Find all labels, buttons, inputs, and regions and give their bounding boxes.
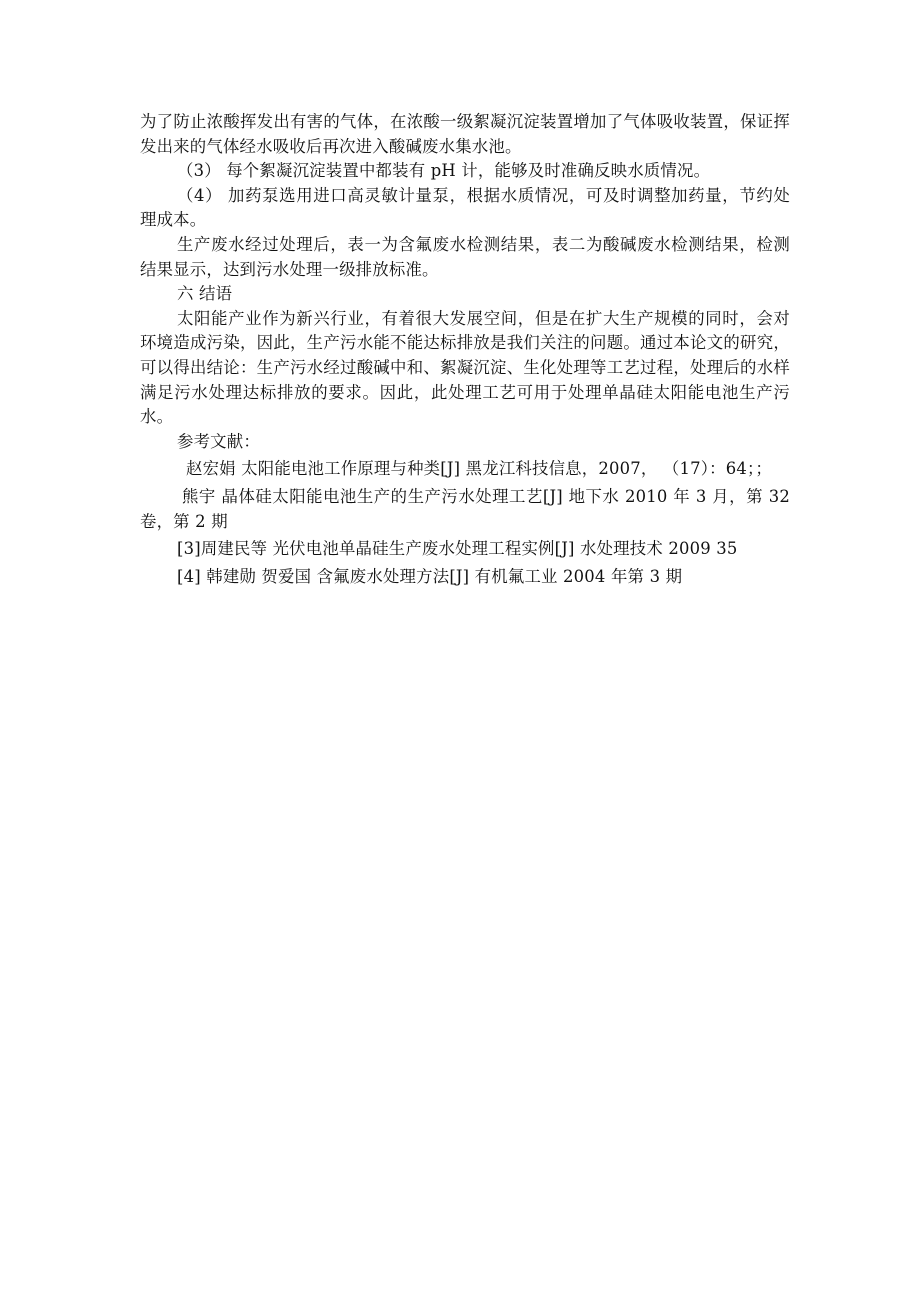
reference-item-4: [4] 韩建勋 贺爱国 含氟废水处理方法[J] 有机氟工业 2004 年第 3 期 [177,566,683,586]
document-body [140,110,790,589]
paragraph-gas-absorption: 为了防止浓酸挥发出有害的气体，在浓酸一级絮凝沉淀装置增加了气体吸收装置，保证挥发出来的气体经水吸收后再次进入酸碱废水集水池。 [140,112,790,156]
paragraph-ph-meter: （3） 每个絮凝沉淀装置中都装有 pH 计，能够及时准确反映水质情况。 [177,161,711,181]
section-heading-conclusion: 六 结语 [177,284,233,304]
paragraph-dosing-pump: （4） 加药泵选用进口高灵敏计量泵，根据水质情况，可及时调整加药量，节约处理成本。 [140,185,790,230]
references-heading: 参考文献： [177,431,260,451]
reference-item-1: 赵宏娟 太阳能电池工作原理与种类[J] 黑龙江科技信息，2007， （17）：64；； [186,459,772,479]
reference-item-2: 熊宇 晶体硅太阳能电池生产的生产污水处理工艺[J] 地下水 2010 年 3 月，第 32 卷，第 2 期 [140,486,790,531]
paragraph-conclusion: 太阳能产业作为新兴行业，有着很大发展空间，但是在扩大生产规模的同时，会对环境造成污染，因此，生产污水能不能达标排放是我们关注的问题。通过本论文的研究，可以得出结论：生产污水经过酸碱中和、絮凝沉淀、生化处理等工艺过程，处理后的水样满足污水处理达标排放的要求。因此，此处理工艺可用于处理单晶硅太阳能电池生产污水。 [140,308,790,427]
reference-item-3: [3]周建民等 光伏电池单晶硅生产废水处理工程实例[J] 水处理技术 2009 35 [177,539,738,559]
paragraph-test-results: 生产废水经过处理后，表一为含氟废水检测结果，表二为酸碱废水检测结果，检测结果显示，达到污水处理一级排放标准。 [140,234,790,279]
